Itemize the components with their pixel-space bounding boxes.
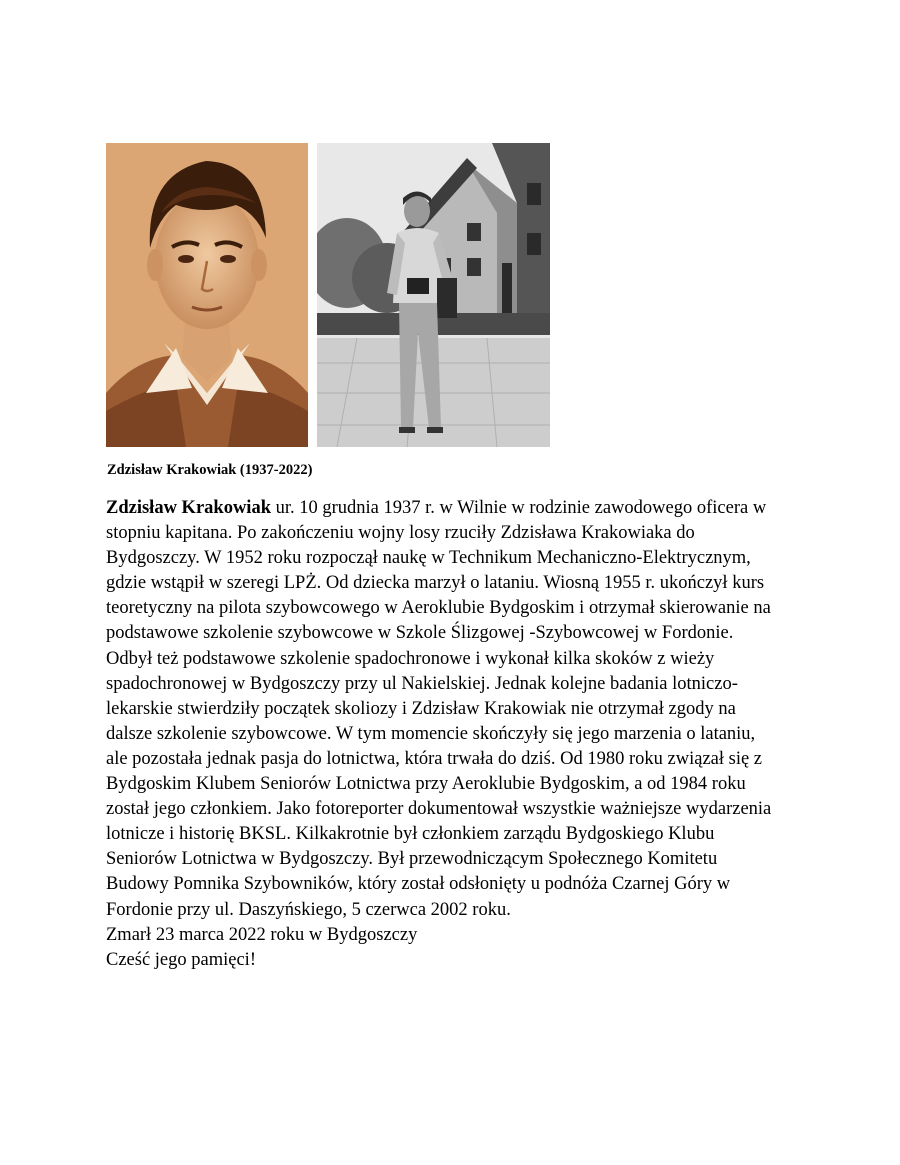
street-illustration (317, 143, 550, 447)
street-photo (317, 143, 550, 447)
bio-line: Bydgoszczy. W 1952 roku rozpoczął naukę w Technikum Mechaniczno-Elektrycznym, (106, 548, 751, 569)
death-line: Zmarł 23 marca 2022 roku w Bydgoszczy (106, 924, 418, 945)
bio-line: Bydgoskim Klubem Seniorów Lotnictwa przy Aeroklubie Bydgoskim, a od 1984 roku (106, 774, 746, 795)
biography-text (106, 496, 806, 973)
bio-line: Seniorów Lotnictwa w Bydgoszczy. Był przewodniczącym Społecznego Komitetu (106, 849, 718, 870)
bio-line: ale pozostała jednak pasja do lotnictwa, która trwała do dziś. Od 1980 roku związał się z (106, 748, 763, 769)
bio-first-line-rest: ur. 10 grudnia 1937 r. w Wilnie w rodzinie zawodowego oficera w (270, 498, 767, 518)
bio-line: Fordonie przy ul. Daszyńskiego, 5 czerwca 2002 roku. (106, 899, 511, 920)
bio-line: został jego członkiem. Jako fotoreporter dokumentował wszystkie ważniejsze wydarzenia (106, 799, 772, 820)
portrait-photo (106, 143, 308, 447)
bio-line: dalsze szkolenie szybowcowe. W tym momencie skończyły się jego marzenia o lataniu, (106, 723, 756, 744)
bio-line: gdzie wstąpił w szeregi LPŻ. Od dziecka marzył o lataniu. Wiosną 1955 r. ukończył kurs (106, 573, 765, 594)
portrait-illustration (106, 143, 308, 447)
closing-line: Cześć jego pamięci! (106, 949, 256, 970)
photo-caption: Zdzisław Krakowiak (1937-2022) (107, 462, 313, 478)
bio-line: stopniu kapitana. Po zakończeniu wojny losy rzuciły Zdzisława Krakowiaka do (106, 523, 695, 544)
bio-line: lekarskie stwierdziły początek skoliozy i Zdzisław Krakowiak nie otrzymał zgody na (106, 698, 736, 719)
bio-first-line (106, 496, 806, 521)
bio-line: Budowy Pomnika Szybowników, który został odsłonięty u podnóża Czarnej Góry w (106, 874, 731, 895)
bio-line: teoretyczny na pilota szybowcowego w Aeroklubie Bydgoskim i otrzymał skierowanie na (106, 598, 771, 619)
bio-line: spadochronowej w Bydgoszczy przy ul Nakielskiej. Jednak kolejne badania lotniczo- (106, 673, 738, 694)
bio-line: podstawowe szkolenie szybowcowe w Szkole Ślizgowej -Szybowcowej w Fordonie. (106, 623, 734, 644)
bio-line: Odbył też podstawowe szkolenie spadochronowe i wykonał kilka skoków z wieży (106, 648, 715, 669)
bio-line: lotnicze i historię BKSL. Kilkakrotnie był członkiem zarządu Bydgoskiego Klubu (106, 824, 715, 845)
bio-name: Zdzisław Krakowiak (106, 498, 271, 518)
